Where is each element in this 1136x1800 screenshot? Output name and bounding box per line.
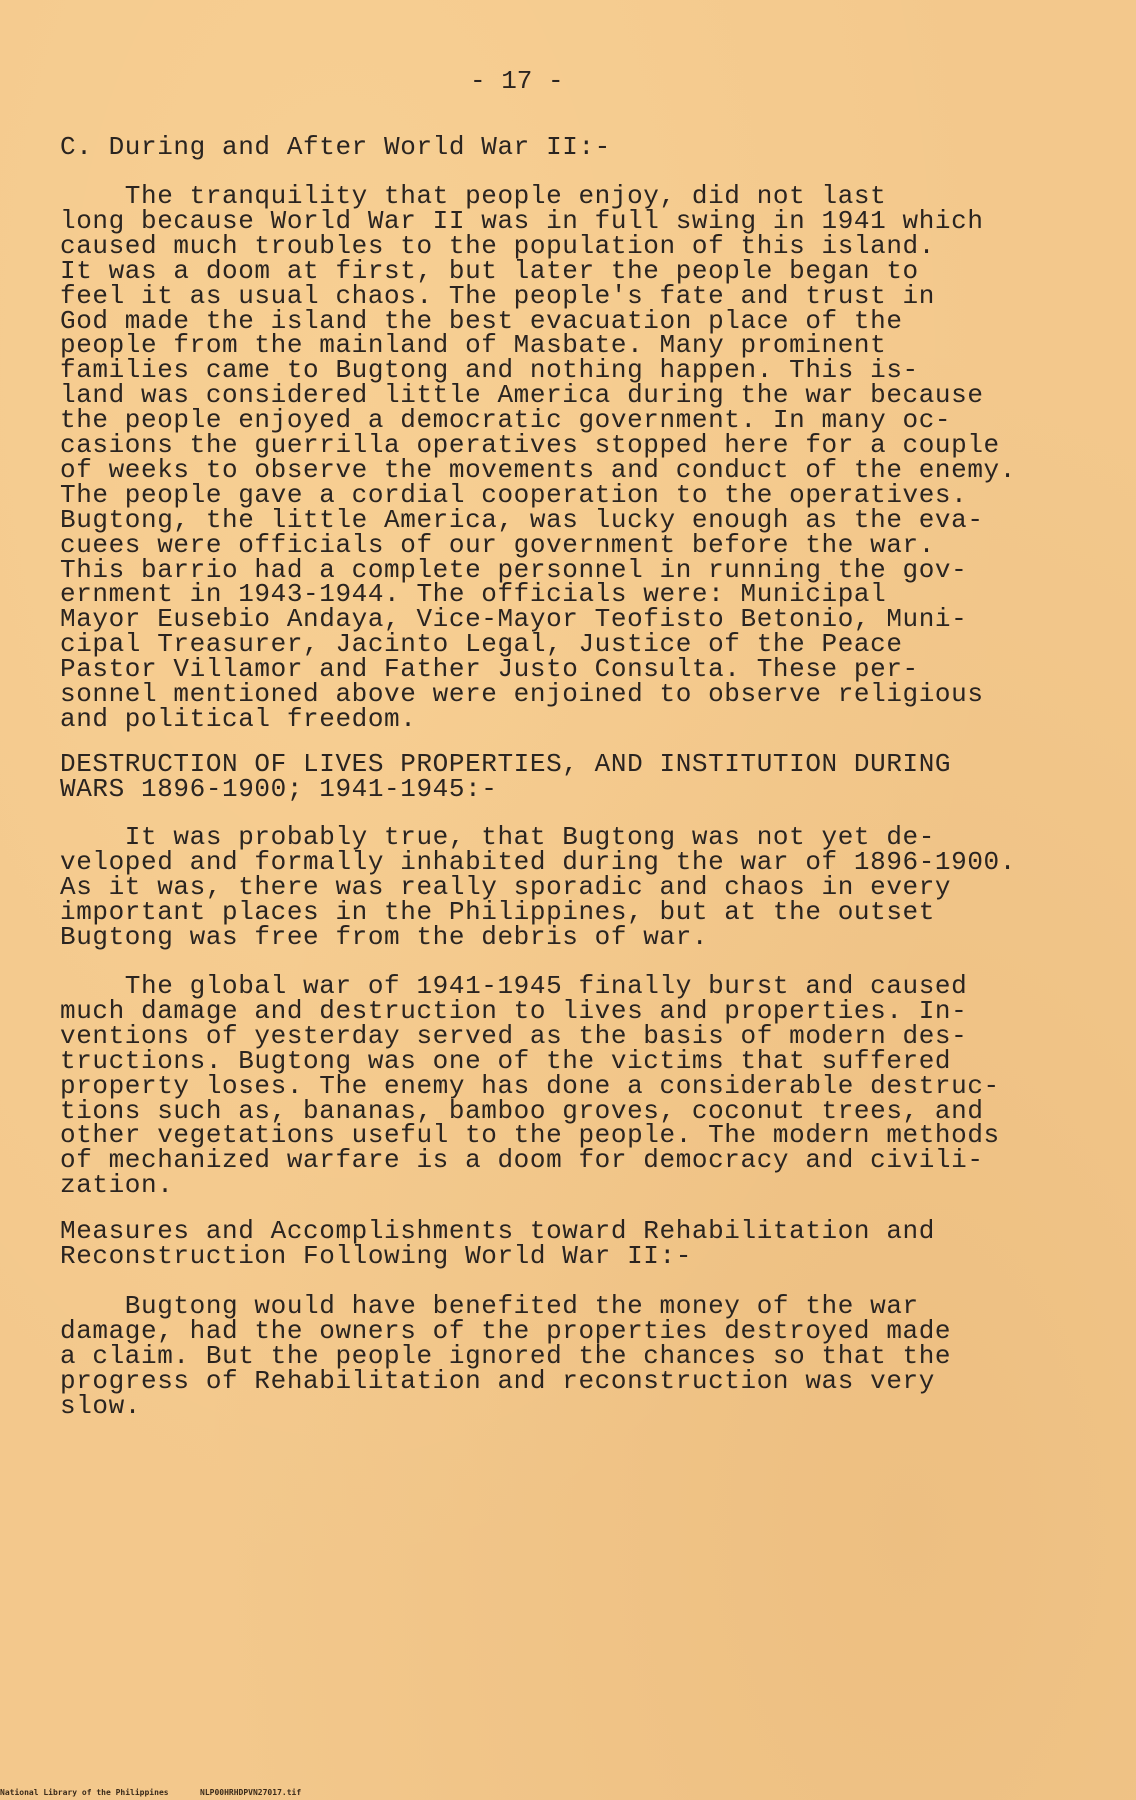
section-c-paragraph-line: cuees were officials of our government before the war. (60, 529, 935, 560)
destruction-paragraph-2-line: zation. (60, 1170, 174, 1201)
section-c-paragraph-line: families came to Bugtong and nothing happen. This is- (60, 355, 919, 386)
page-number: - 17 - (470, 66, 564, 96)
measures-paragraph-line: slow. (60, 1391, 142, 1421)
section-c-paragraph-line: Pastor Villamor and Father Justo Consulta. These per- (60, 654, 919, 685)
destruction-paragraph-1-line: Bugtong was free from the debris of war. (60, 922, 709, 952)
destruction-paragraph-1-line: veloped and formally inhabited during the war of 1896-1900. (60, 847, 1016, 877)
section-c-paragraph-line: people from the mainland of Masbate. Many prominent (60, 330, 887, 361)
section-c-paragraph-line: sonnel mentioned above were enjoined to observe religious (60, 679, 984, 709)
destruction-paragraph-1-line: important places in the Philippines, but at the outset (60, 897, 935, 927)
destruction-paragraph-1-line: It was probably true, that Bugtong was not yet de- (60, 822, 935, 852)
section-c-paragraph-line: long because World War II was in full swing in 1941 which (60, 205, 984, 236)
section-c-paragraph-line: caused much troubles to the population of this island. (60, 230, 935, 261)
section-c-heading: C. During and After World War II:- (60, 132, 611, 162)
measures-paragraph-line: Bugtong would have benefited the money of the war (60, 1291, 919, 1321)
section-c-paragraph-line: ernment in 1943-1944. The officials were: Municipal (60, 579, 887, 610)
destruction-paragraph-2-line: of mechanized warfare is a doom for democracy and civili- (60, 1145, 984, 1176)
measures-paragraph-line: progress of Rehabilitation and reconstruction was very (60, 1366, 935, 1396)
section-c-paragraph-line: cipal Treasurer, Jacinto Legal, Justice of the Peace (60, 629, 903, 660)
section-c-paragraph-line: The people gave a cordial cooperation to the operatives. (60, 479, 968, 510)
destruction-paragraph-2-line: other vegetations useful to the people. The modern methods (60, 1120, 1000, 1151)
destruction-heading-line: DESTRUCTION OF LIVES PROPERTIES, AND INSTITUTION DURING (60, 749, 952, 779)
measures-paragraph-line: a claim. But the people ignored the chances so that the (60, 1341, 952, 1371)
destruction-heading-line: WARS 1896-1900; 1941-1945:- (60, 774, 498, 804)
section-c-paragraph-line: and political freedom. (60, 703, 417, 734)
destruction-paragraph-2-line: property loses. The enemy has done a considerable destruc- (60, 1070, 1000, 1101)
section-c-paragraph-line: casions the guerrilla operatives stopped here for a couple (60, 430, 1000, 460)
section-c-paragraph-line: The tranquility that people enjoy, did not last (60, 181, 887, 211)
destruction-paragraph-2-line: tructions. Bugtong was one of the victims that suffered (60, 1045, 952, 1076)
section-c-paragraph-line: the people enjoyed a democratic government. In many oc- (60, 405, 952, 436)
destruction-paragraph-1-line: As it was, there was really sporadic and chaos in every (60, 872, 952, 902)
section-c-paragraph-line: of weeks to observe the movements and conduct of the enemy. (60, 454, 1016, 485)
section-c-paragraph-line: This barrio had a complete personnel in running the gov- (60, 554, 968, 585)
destruction-paragraph-2-line: ventions of yesterday served as the basis of modern des- (60, 1020, 968, 1051)
section-c-paragraph-line: It was a doom at first, but later the people began to (60, 255, 919, 286)
measures-heading-line: Measures and Accomplishments toward Rehabilitation and (60, 1216, 935, 1246)
section-c-paragraph-line: land was considered little America during the war because (60, 380, 984, 411)
measures-heading-line: Reconstruction Following World War II:- (60, 1241, 692, 1271)
measures-paragraph-line: damage, had the owners of the properties destroyed made (60, 1316, 952, 1346)
section-c-paragraph-line: Mayor Eusebio Andaya, Vice-Mayor Teofisto Betonio, Muni- (60, 604, 968, 635)
destruction-paragraph-2-line: much damage and destruction to lives and properties. In- (60, 995, 968, 1026)
section-c-paragraph-line: God made the island the best evacuation place of the (60, 305, 903, 336)
destruction-paragraph-2-line: The global war of 1941-1945 finally burst and caused (60, 971, 968, 1001)
footer-file-name: NLP00HRHDPVN27017.tif (200, 1788, 302, 1797)
section-c-paragraph-line: Bugtong, the little America, was lucky enough as the eva- (60, 504, 984, 535)
section-c-paragraph-line: feel it as usual chaos. The people's fate and trust in (60, 280, 935, 311)
destruction-paragraph-2-line: tions such as, bananas, bamboo groves, coconut trees, and (60, 1095, 984, 1126)
footer-library-name: National Library of the Philippines (0, 1788, 169, 1797)
